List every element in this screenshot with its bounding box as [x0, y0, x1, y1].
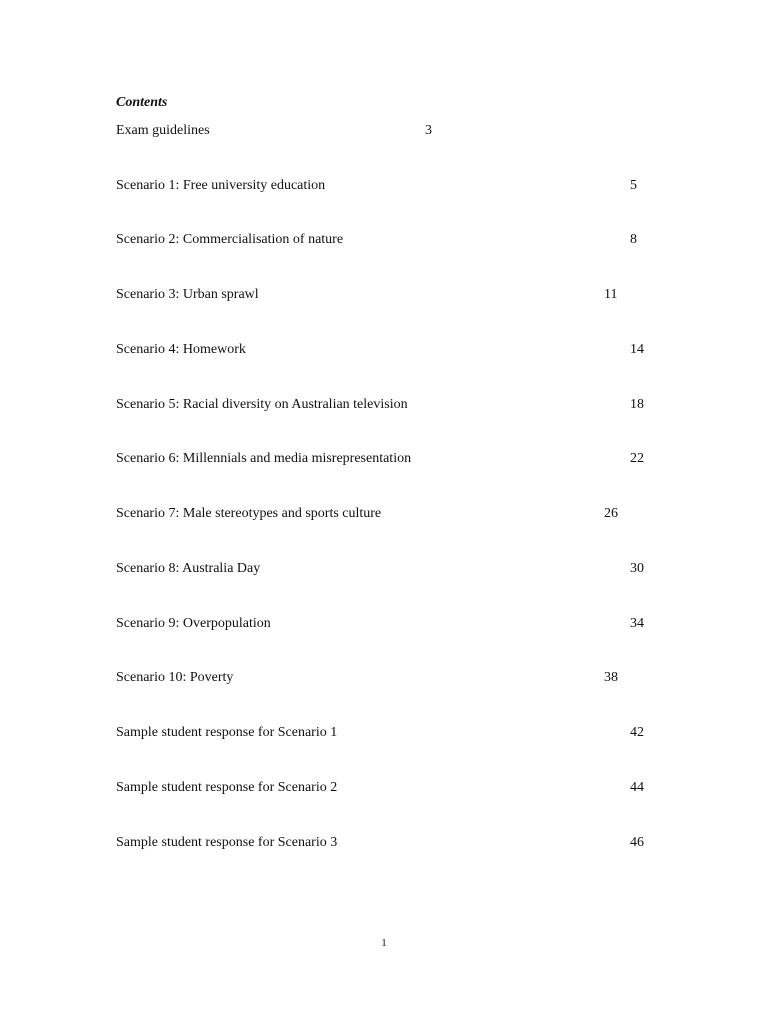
toc-entry-title: Scenario 5: Racial diversity on Australian television: [116, 397, 408, 412]
toc-entry-page: 42: [630, 725, 644, 740]
toc-entry: [0, 395, 768, 415]
page-number: 1: [381, 937, 387, 949]
toc-entry-title: Sample student response for Scenario 1: [116, 725, 338, 740]
toc-entry: [0, 121, 768, 141]
toc-entry-title: Scenario 2: Commercialisation of nature: [116, 232, 344, 247]
toc-entry-title: Sample student response for Scenario 2: [116, 780, 338, 795]
toc-entry: [0, 668, 768, 688]
toc-entry-page: 11: [604, 287, 618, 302]
toc-entry-page: 3: [425, 123, 432, 138]
toc-entry: [0, 614, 768, 634]
toc-entry: [0, 340, 768, 360]
toc-entry: [0, 723, 768, 743]
toc-entry: [0, 176, 768, 196]
toc-entry-title: Sample student response for Scenario 3: [116, 835, 338, 850]
contents-heading: Contents: [116, 95, 168, 110]
toc-entry: [0, 833, 768, 853]
toc-entry: [0, 449, 768, 469]
toc-entry-title: Scenario 6: Millennials and media misrepresentation: [116, 451, 412, 466]
toc-entry-page: 44: [630, 780, 644, 795]
toc-entry-title: Scenario 4: Homework: [116, 342, 246, 357]
toc-entry-title: Exam guidelines: [116, 123, 210, 138]
toc-entry-title: Scenario 1: Free university education: [116, 178, 326, 193]
toc-entry-page: 14: [630, 342, 644, 357]
toc-entry-title: Scenario 7: Male stereotypes and sports culture: [116, 506, 382, 521]
toc-entry: [0, 504, 768, 524]
toc-entry-page: 46: [630, 835, 644, 850]
toc-entry-title: Scenario 9: Overpopulation: [116, 616, 271, 631]
toc-entry-page: 30: [630, 561, 644, 576]
toc-entry: [0, 230, 768, 250]
toc-entry: [0, 285, 768, 305]
toc-entry-page: 8: [630, 232, 637, 247]
toc-entry-title: Scenario 10: Poverty: [116, 670, 234, 685]
toc-entry-page: 34: [630, 616, 644, 631]
toc-entry-page: 5: [630, 178, 637, 193]
toc-entry-title: Scenario 8: Australia Day: [116, 561, 261, 576]
toc-entry: [0, 559, 768, 579]
toc-entry-page: 26: [604, 506, 618, 521]
toc-entry-page: 22: [630, 451, 644, 466]
toc-entry-title: Scenario 3: Urban sprawl: [116, 287, 259, 302]
toc-entry-page: 18: [630, 397, 644, 412]
toc-entry: [0, 778, 768, 798]
toc-entry-page: 38: [604, 670, 618, 685]
